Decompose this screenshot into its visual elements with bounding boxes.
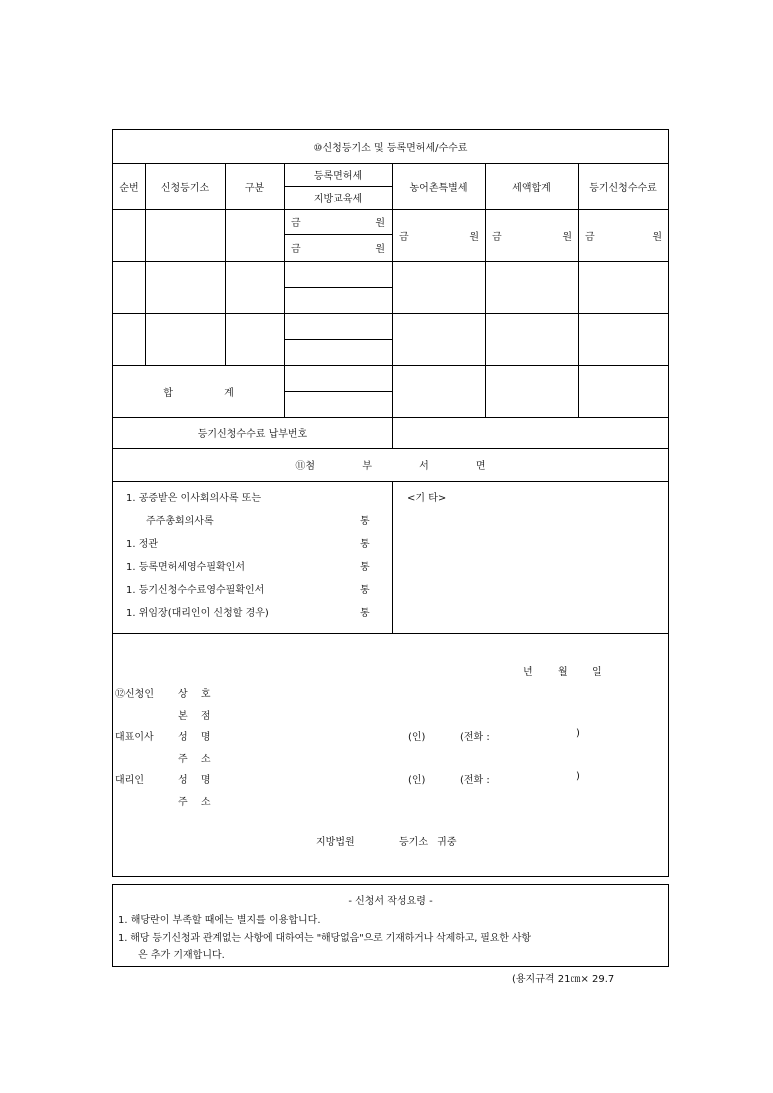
amount-unit-left: 금 <box>585 231 595 243</box>
ceo-phone-open: (전화 : <box>460 732 490 743</box>
district-court-label: 지방법원 <box>316 837 355 848</box>
guide-line: 1. 해당란이 부족할 때에는 별지를 이용합니다. <box>118 915 321 926</box>
attachment-other: <기 타> <box>407 493 447 504</box>
amount-registration-fee <box>585 209 662 261</box>
attachment-item: 주주총회의사록 <box>146 516 214 527</box>
header-rural-tax: 농어촌특별세 <box>409 182 468 194</box>
applicant-label: ⑫신청인 <box>115 689 154 700</box>
amount-unit-left: 금 <box>399 231 409 243</box>
amount-unit-right: 원 <box>375 244 385 255</box>
agent-name-label: 성 명 <box>178 775 211 786</box>
attachment-unit: 통 <box>360 539 370 550</box>
date-month: 월 <box>558 667 568 678</box>
fee-section-title: ⑩신청등기소 및 등록면허세/수수료 <box>313 143 468 154</box>
ceo-address-label: 주 소 <box>178 754 211 765</box>
writing-guide <box>112 884 669 967</box>
date-day: 일 <box>592 667 602 678</box>
ceo-name-label: 성 명 <box>178 732 211 743</box>
amount-unit-right: 원 <box>375 218 385 229</box>
head-office-label: 본 점 <box>178 711 211 722</box>
attachment-unit: 통 <box>360 516 370 527</box>
attachment-item: 1. 공증받은 이사회의사록 또는 <box>126 493 261 504</box>
header-education-tax: 지방교육세 <box>313 194 363 205</box>
header-registration-tax: 등록면허세 <box>313 171 363 182</box>
agent-phone-close: ) <box>576 771 580 782</box>
amount-total-tax <box>492 209 572 261</box>
attachment-item: 1. 등록면허세영수필확인서 <box>126 562 245 573</box>
amount-unit-left: 금 <box>291 218 301 229</box>
amount-rural-tax <box>399 209 479 261</box>
date-year: 년 <box>523 667 533 678</box>
amount-unit-left: 금 <box>291 244 301 255</box>
trade-name-label: 상 호 <box>178 689 211 700</box>
agent-seal: (인) <box>408 775 426 786</box>
attachment-item: 1. 등기신청수수료영수필확인서 <box>126 585 265 596</box>
amount-unit-right: 원 <box>562 231 572 243</box>
guide-line: 은 추가 기재합니다. <box>138 950 225 961</box>
agent-address-label: 주 소 <box>178 797 211 808</box>
header-seq: 순번 <box>119 182 139 194</box>
agent-phone-open: (전화 : <box>460 775 490 786</box>
amount-education-tax <box>291 234 385 261</box>
header-office: 신청등기소 <box>160 182 210 194</box>
guide-title: - 신청서 작성요령 - <box>348 896 433 907</box>
ceo-label: 대표이사 <box>115 732 154 743</box>
total-label: 합 계 <box>163 387 234 399</box>
header-category: 구분 <box>244 182 265 194</box>
attachment-item: 1. 정관 <box>126 539 159 550</box>
agent-label: 대리인 <box>115 775 144 786</box>
guide-line: 1. 해당 등기신청과 관계없는 사항에 대하여는 "해당없음"으로 기재하거나 삭제하고, 필요한 사항 <box>118 933 531 944</box>
attachments-title: ⑪첨 부 서 면 <box>295 461 486 472</box>
registry-office-label: 등기소 귀중 <box>399 837 457 848</box>
attachment-item: 1. 위임장(대리인이 신청할 경우) <box>126 608 269 619</box>
header-total-tax: 세액합계 <box>512 182 551 194</box>
ceo-seal: (인) <box>408 732 426 743</box>
attachment-unit: 통 <box>360 608 370 619</box>
amount-registration-tax <box>291 209 385 234</box>
ceo-phone-close: ) <box>576 728 580 739</box>
application-form <box>112 129 669 877</box>
amount-unit-left: 금 <box>492 231 502 243</box>
payment-number-label: 등기신청수수료 납부번호 <box>197 429 308 440</box>
amount-unit-right: 원 <box>652 231 662 243</box>
amount-unit-right: 원 <box>469 231 479 243</box>
header-registration-fee: 등기신청수수료 <box>589 182 657 194</box>
paper-size-note: (용지규격 21㎝× 29.7 <box>512 974 615 985</box>
attachment-unit: 통 <box>360 585 370 596</box>
attachment-unit: 통 <box>360 562 370 573</box>
